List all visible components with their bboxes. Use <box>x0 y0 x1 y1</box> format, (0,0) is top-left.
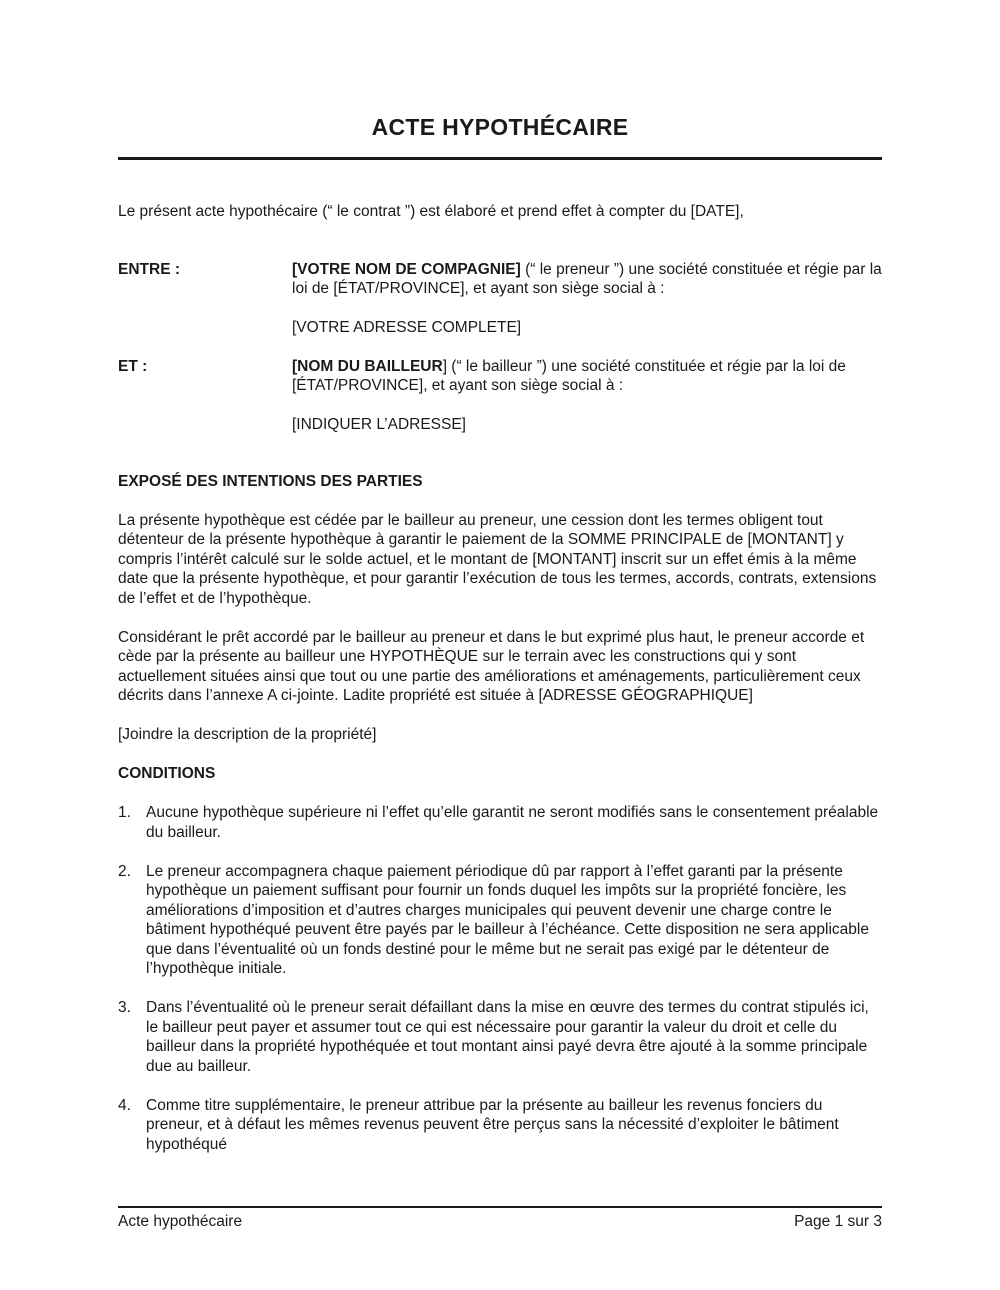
party-label-et: ET : <box>118 357 148 375</box>
condition-text: Comme titre supplémentaire, le preneur attribue par la présente au bailleur les revenus fonciers du preneur, et à défaut les mêmes revenus peuvent être perçus sans la nécessité d’exploiter le bâtiment hypothéqué <box>146 1096 839 1153</box>
condition-number: 4. <box>118 1096 131 1114</box>
condition-item-2 <box>118 862 882 979</box>
party-description-text: (“ le preneur ”) une société constituée et régie par la loi de [ÉTAT/PROVINCE], et ayant son siège social à : <box>292 260 882 297</box>
title-rule <box>118 157 882 160</box>
expose-paragraph-1: La présente hypothèque est cédée par le bailleur au preneur, une cession dont les termes obligent tout détenteur de la présente hypothèque à garantir le paiement de la SOMME PRINCIPALE de [MONTANT] y compris l’intérêt calculé sur le solde actuel, et le montant de [MONTANT] inscrit sur un effet émis à la même date que la présente hypothèque, et pour garantir l’exécution de tous les termes, accords, contrats, extensions de l’effet et de l’hypothèque. <box>118 511 877 607</box>
page-footer <box>118 1206 882 1232</box>
condition-item-4 <box>118 1096 882 1155</box>
party-name-placeholder: [NOM DU BAILLEUR <box>292 357 443 375</box>
condition-item-1 <box>118 803 882 842</box>
condition-text: Le preneur accompagnera chaque paiement périodique dû par rapport à l’effet garanti par la présente hypothèque un paiement suffisant pour fournir un fonds duquel les impôts sur la propriété foncière, les améliorations d’imposition et d’autres charges municipales qui peuvent devenir une charge contre le bâtiment hypothéqué peuvent être payés par le bailleur à l’échéance. Cette disposition ne sera applicable que dans l’éventualité où un fonds destiné pour le même but ne serait pas exigé par le détenteur de l’hypothèque initiale. <box>146 862 869 977</box>
condition-item-3 <box>118 998 882 1076</box>
party-description-text: ] (“ le bailleur ”) une société constituée et régie par la loi de [ÉTAT/PROVINCE], et ayant son siège social à : <box>292 357 846 394</box>
intro-paragraph: Le présent acte hypothécaire (“ le contrat ”) est élaboré et prend effet à compter du [DATE], <box>118 203 744 220</box>
footer-page-number: Page 1 sur 3 <box>794 1213 882 1230</box>
condition-text: Aucune hypothèque supérieure ni l’effet qu’elle garantit ne seront modifiés sans le consentement préalable du bailleur. <box>146 804 879 841</box>
document-title: ACTE HYPOTHÉCAIRE <box>371 114 629 140</box>
conditions-heading: CONDITIONS <box>118 765 216 782</box>
condition-number: 2. <box>118 862 131 880</box>
attachment-note: [Joindre la description de la propriété] <box>118 726 377 743</box>
party-name-placeholder: [VOTRE NOM DE COMPAGNIE] <box>292 260 521 278</box>
expose-heading: EXPOSÉ DES INTENTIONS DES PARTIES <box>118 472 423 490</box>
party-content-et <box>292 357 882 435</box>
footer-document-name: Acte hypothécaire <box>118 1213 243 1230</box>
condition-number: 1. <box>118 804 131 821</box>
party-address-et: [INDIQUER L’ADRESSE] <box>292 416 466 433</box>
party-address-entre: [VOTRE ADRESSE COMPLETE] <box>292 319 522 336</box>
condition-text: Dans l’éventualité où le preneur serait défaillant dans la mise en œuvre des termes du contrat stipulés ici, le bailleur peut payer et assumer tout ce qui est nécessaire pour garantir la valeur du droit et celle du bailleur dans la propriété hypothéquée et tout montant ainsi payé devra être ajouté à la somme principale due au bailleur. <box>146 999 869 1075</box>
party-description-et <box>292 357 882 396</box>
party-content-entre <box>292 260 882 338</box>
expose-paragraph-2: Considérant le prêt accordé par le bailleur au preneur et dans le but exprimé plus haut, le preneur accorde et cède par la présente au bailleur une HYPOTHÈQUE sur le terrain avec les constructions qui y sont actuellement situées ainsi que tout ou une partie des améliorations et aménagements, particulièrement ceux décrits dans l’annexe A ci-jointe. Ladite propriété est située à [ADRESSE GÉOGRAPHIQUE] <box>118 628 865 704</box>
party-row-et <box>118 357 882 435</box>
party-label-entre: ENTRE : <box>118 260 180 278</box>
party-description-entre <box>292 260 882 299</box>
condition-number: 3. <box>118 999 131 1016</box>
party-row-entre <box>118 260 882 338</box>
